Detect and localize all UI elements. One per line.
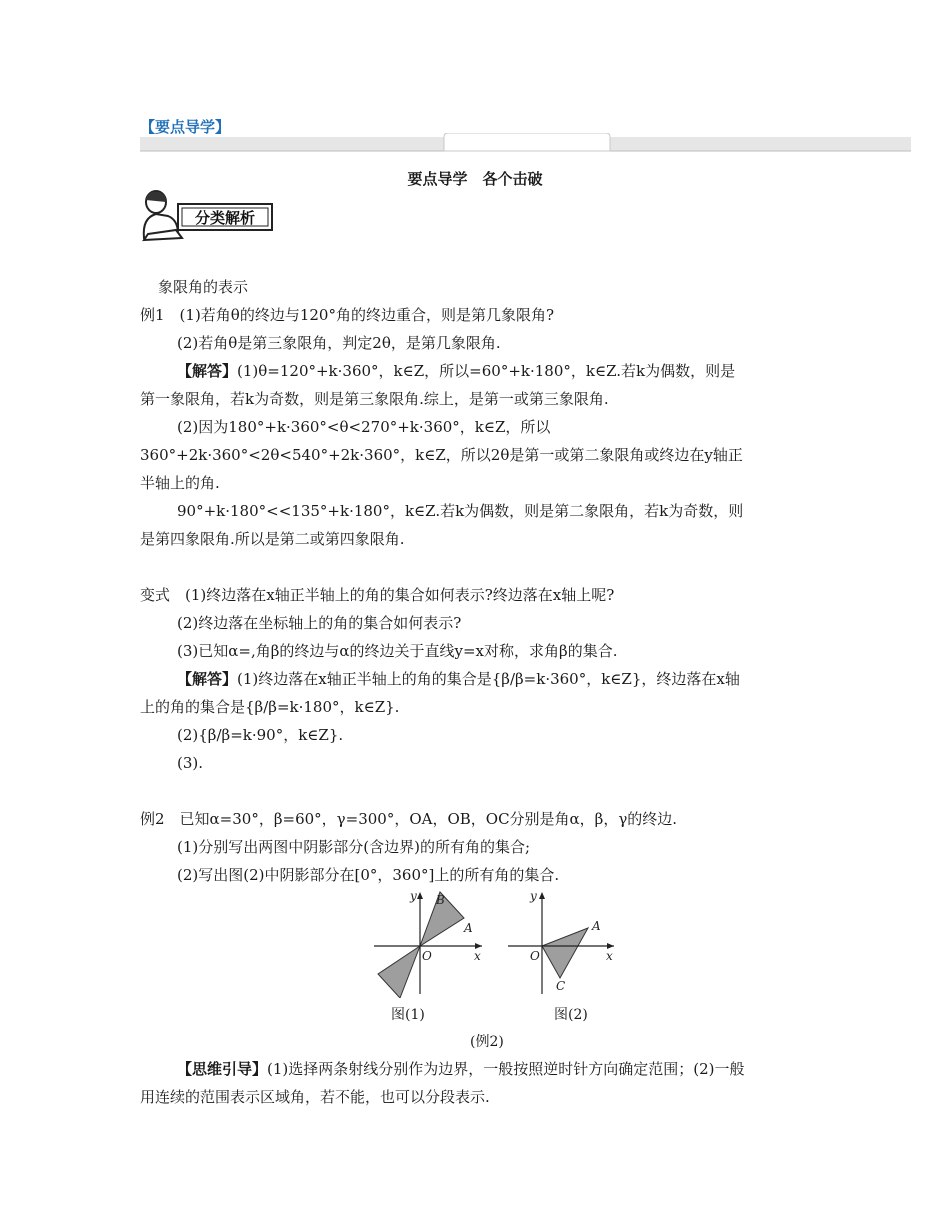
figure-1-diagram bbox=[370, 888, 490, 998]
fig2-a-label: A bbox=[592, 919, 601, 933]
figure-1-caption: 图(1) bbox=[391, 1007, 425, 1023]
variant-answer-line2: 上的角的集合是{β/β=k·180°，k∈Z}. bbox=[140, 698, 400, 716]
hint-text: (1)选择两条射线分别作为边界，一般按照逆时针方向确定范围；(2)一般 bbox=[267, 1060, 745, 1078]
section-title: 象限角的表示 bbox=[158, 278, 249, 296]
example1-answer-line1 bbox=[140, 360, 847, 382]
answer-text: (1)终边落在x轴正半轴上的角的集合是{β/β=k·360°，k∈Z}，终边落在x轴 bbox=[237, 670, 740, 688]
answer-label: 【解答】 bbox=[177, 670, 238, 688]
fig1-origin-label: O bbox=[422, 949, 432, 963]
variant-answer-line3: (2){β/β=k·90°，k∈Z}. bbox=[177, 726, 344, 744]
page-heading: 要点导学 各个击破 bbox=[407, 170, 543, 188]
fig1-y-label: y bbox=[410, 889, 417, 903]
answer-label: 【解答】 bbox=[177, 362, 238, 380]
fig2-origin-label: O bbox=[530, 949, 540, 963]
fig1-x-label: x bbox=[474, 949, 481, 963]
answer-text: (1)θ=120°+k·360°，k∈Z，所以=60°+k·180°，k∈Z.若k为偶数，则是 bbox=[237, 362, 736, 380]
fig1-a-label: A bbox=[464, 921, 473, 935]
header-banner bbox=[140, 133, 911, 155]
example1-answer-line3: (2)因为180°+k·360°<θ<270°+k·360°，k∈Z，所以 bbox=[177, 418, 551, 436]
fig2-c-label: C bbox=[556, 979, 566, 993]
example2-question1: (1)分别写出两图中阴影部分(含边界)的所有角的集合; bbox=[177, 838, 531, 856]
example1-question1: 例1 (1)若角θ的终边与120°角的终边重合，则是第几象限角? bbox=[140, 306, 554, 324]
variant-answer-line4: (3). bbox=[177, 754, 204, 772]
hint-label: 【思维引导】 bbox=[177, 1060, 268, 1078]
example1-answer-line4: 360°+2k·360°<2θ<540°+2k·360°，k∈Z，所以2θ是第一或第二象限角或终边在y轴正 bbox=[140, 446, 743, 464]
example1-answer-line5: 半轴上的角. bbox=[140, 474, 220, 492]
example2-figure-caption: (例2) bbox=[470, 1034, 504, 1050]
example2-hint-line1 bbox=[140, 1058, 847, 1080]
example2-question2: (2)写出图(2)中阴影部分在[0°，360°]上的所有角的集合. bbox=[177, 866, 560, 884]
fig1-b-label: B bbox=[436, 893, 445, 907]
variant-question3: (3)已知α=,角β的终边与α的终边关于直线y=x对称，求角β的集合. bbox=[177, 642, 618, 660]
badge-label: 分类解析 bbox=[194, 209, 256, 227]
example1-answer-line7: 是第四象限角.所以是第二或第四象限角. bbox=[140, 530, 405, 548]
example2-hint-line2: 用连续的范围表示区域角，若不能，也可以分段表示. bbox=[140, 1088, 490, 1106]
variant-question2: (2)终边落在坐标轴上的角的集合如何表示? bbox=[177, 614, 462, 632]
example1-answer-line6: 90°+k·180°<<135°+k·180°，k∈Z.若k为偶数，则是第二象限角，若k为奇数，则 bbox=[177, 502, 744, 520]
variant-answer-line1 bbox=[140, 668, 847, 690]
figure-2-caption: 图(2) bbox=[554, 1007, 588, 1023]
figure-2-diagram bbox=[504, 888, 624, 998]
fig2-y-label: y bbox=[530, 889, 537, 903]
variant-question1: 变式 (1)终边落在x轴正半轴上的角的集合如何表示?终边落在x轴上呢? bbox=[140, 586, 615, 604]
fig2-x-label: x bbox=[606, 949, 613, 963]
example2-question: 例2 已知α=30°，β=60°，γ=300°，OA，OB，OC分别是角α，β，γ的终边. bbox=[140, 810, 678, 828]
example1-answer-line2: 第一象限角，若k为奇数，则是第三象限角.综上，是第一或第三象限角. bbox=[140, 390, 609, 408]
example1-question2: (2)若角θ是第三象限角，判定2θ，是第几象限角. bbox=[177, 334, 501, 352]
reader-badge-icon bbox=[138, 190, 276, 242]
section-tag: 【要点导学】 bbox=[140, 118, 231, 136]
